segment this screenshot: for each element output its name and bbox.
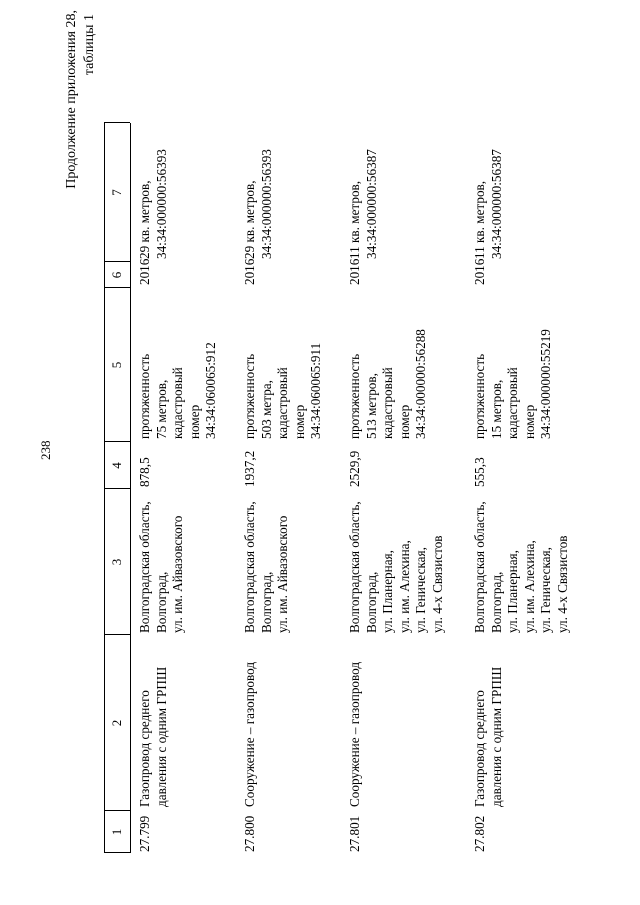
area-value: 2529,9 bbox=[347, 450, 362, 487]
characteristics-line: 503 метра, bbox=[258, 380, 274, 439]
address-line: Волгоград, bbox=[258, 571, 274, 633]
year-value: 2016 bbox=[137, 258, 152, 285]
area-value: 555,3 bbox=[472, 457, 487, 487]
row-2-characteristics bbox=[347, 289, 430, 439]
row-2-address bbox=[347, 489, 447, 633]
num-value: 27.801 bbox=[347, 815, 362, 852]
characteristics-line: кадастровый bbox=[170, 367, 186, 439]
column-header: 5 bbox=[109, 361, 124, 369]
address-line: ул. им. Алехина, bbox=[396, 540, 412, 633]
address-line: Волгоград, bbox=[363, 571, 379, 633]
row-1-characteristics bbox=[242, 289, 325, 439]
row-3-year bbox=[472, 258, 489, 285]
land-line: 34:34:000000:56393 bbox=[258, 149, 274, 259]
row-1-num bbox=[242, 812, 259, 852]
year-value: 2016 bbox=[242, 258, 257, 285]
characteristics-line: 34:34:060065:911 bbox=[308, 342, 324, 439]
column-header: 6 bbox=[109, 271, 124, 279]
row-0-land bbox=[137, 119, 170, 259]
address-line: ул. им. Айвазовского bbox=[170, 515, 186, 633]
page-number: 238 bbox=[38, 440, 53, 460]
land-line: 29 кв. метров, bbox=[242, 180, 257, 259]
characteristics-line: кадастровый bbox=[505, 367, 521, 439]
row-0-year bbox=[137, 258, 154, 285]
characteristics-line: 34:34:000000:55219 bbox=[538, 329, 554, 439]
num-value: 27.799 bbox=[137, 815, 152, 852]
continuation-line-1: Продолжение приложения 28, bbox=[64, 10, 79, 189]
address-line: Волгоградская область, bbox=[347, 501, 362, 633]
name-line: давления с одним ГРПШ bbox=[153, 666, 169, 807]
address-line: ул. Планерная, bbox=[505, 550, 521, 633]
row-0-area bbox=[137, 442, 154, 487]
characteristics-line: 75 метров, bbox=[153, 379, 169, 439]
row-2-year bbox=[347, 258, 364, 285]
address-line: ул. им. Алехина, bbox=[521, 540, 537, 633]
row-2-name bbox=[347, 635, 364, 807]
area-value: 878,5 bbox=[137, 457, 152, 487]
name-line: давления с одним ГРПШ bbox=[488, 666, 504, 807]
name-line: Сооружение – газопровод bbox=[347, 661, 362, 807]
characteristics-line: 34:34:060065:912 bbox=[203, 342, 219, 439]
column-header: 2 bbox=[109, 719, 124, 727]
address-line: Волгоградская область, bbox=[472, 501, 487, 633]
row-3-num bbox=[472, 812, 489, 852]
row-2-num bbox=[347, 812, 364, 852]
address-line: ул. Планерная, bbox=[380, 550, 396, 633]
num-value: 27.800 bbox=[242, 815, 257, 852]
column-header: 4 bbox=[109, 462, 124, 469]
characteristics-line: 15 метров, bbox=[488, 379, 504, 439]
num-value: 27.802 bbox=[472, 815, 487, 852]
characteristics-line: 34:34:000000:56288 bbox=[413, 329, 429, 439]
land-line: 34:34:000000:56387 bbox=[363, 149, 379, 259]
row-1-area bbox=[242, 442, 259, 487]
continuation-line-2: таблицы 1 bbox=[82, 14, 97, 76]
characteristics-line: номер bbox=[291, 404, 307, 439]
name-line: Газопровод среднего bbox=[137, 690, 152, 807]
row-1-address bbox=[242, 489, 292, 633]
row-3-land bbox=[472, 119, 505, 259]
row-1-name bbox=[242, 635, 259, 807]
address-line: Волгоград, bbox=[153, 571, 169, 633]
address-line: Волгоград, bbox=[488, 571, 504, 633]
row-1-year bbox=[242, 258, 259, 285]
address-line: ул. Геническая, bbox=[538, 547, 554, 633]
address-line: ул. Геническая, bbox=[413, 547, 429, 633]
row-2-land bbox=[347, 119, 380, 259]
characteristics-line: кадастровый bbox=[275, 367, 291, 439]
characteristics-line: протяженность bbox=[242, 353, 257, 439]
land-line: 34:34:000000:56393 bbox=[153, 149, 169, 259]
column-header: 3 bbox=[109, 558, 124, 566]
characteristics-line: номер bbox=[521, 404, 537, 439]
characteristics-line: кадастровый bbox=[380, 367, 396, 439]
row-2-area bbox=[347, 442, 364, 487]
header-bottom-rule bbox=[130, 123, 131, 853]
row-3-name bbox=[472, 635, 505, 807]
address-line: Волгоградская область, bbox=[242, 501, 257, 633]
row-0-num bbox=[137, 812, 154, 852]
column-header: 7 bbox=[109, 189, 124, 196]
land-line: 34:34:000000:56387 bbox=[488, 149, 504, 259]
address-line: ул. 4-х Связистов bbox=[429, 535, 445, 633]
area-value: 1937,2 bbox=[242, 450, 257, 487]
row-0-address bbox=[137, 489, 187, 633]
row-3-address bbox=[472, 489, 572, 633]
row-3-characteristics bbox=[472, 289, 555, 439]
column-header: 1 bbox=[109, 828, 124, 836]
continuation-caption bbox=[63, 10, 99, 340]
characteristics-line: протяженность bbox=[347, 353, 362, 439]
characteristics-line: 513 метров, bbox=[363, 373, 379, 439]
row-0-name bbox=[137, 635, 170, 807]
address-line: Волгоградская область, bbox=[137, 501, 152, 633]
row-0-characteristics bbox=[137, 289, 220, 439]
address-line: ул. им. Айвазовского bbox=[275, 515, 291, 633]
land-line: 29 кв. метров, bbox=[137, 180, 152, 259]
characteristics-line: номер bbox=[396, 404, 412, 439]
year-value: 2016 bbox=[472, 258, 487, 285]
address-line: ул. 4-х Связистов bbox=[554, 535, 570, 633]
characteristics-line: протяженность bbox=[137, 353, 152, 439]
characteristics-line: протяженность bbox=[472, 353, 487, 439]
year-value: 2016 bbox=[347, 258, 362, 285]
land-line: 11 кв. метров, bbox=[472, 180, 487, 259]
name-line: Газопровод среднего bbox=[472, 690, 487, 807]
name-line: Сооружение – газопровод bbox=[242, 661, 257, 807]
land-line: 11 кв. метров, bbox=[347, 180, 362, 259]
row-1-land bbox=[242, 119, 275, 259]
characteristics-line: номер bbox=[186, 404, 202, 439]
row-3-area bbox=[472, 442, 489, 487]
